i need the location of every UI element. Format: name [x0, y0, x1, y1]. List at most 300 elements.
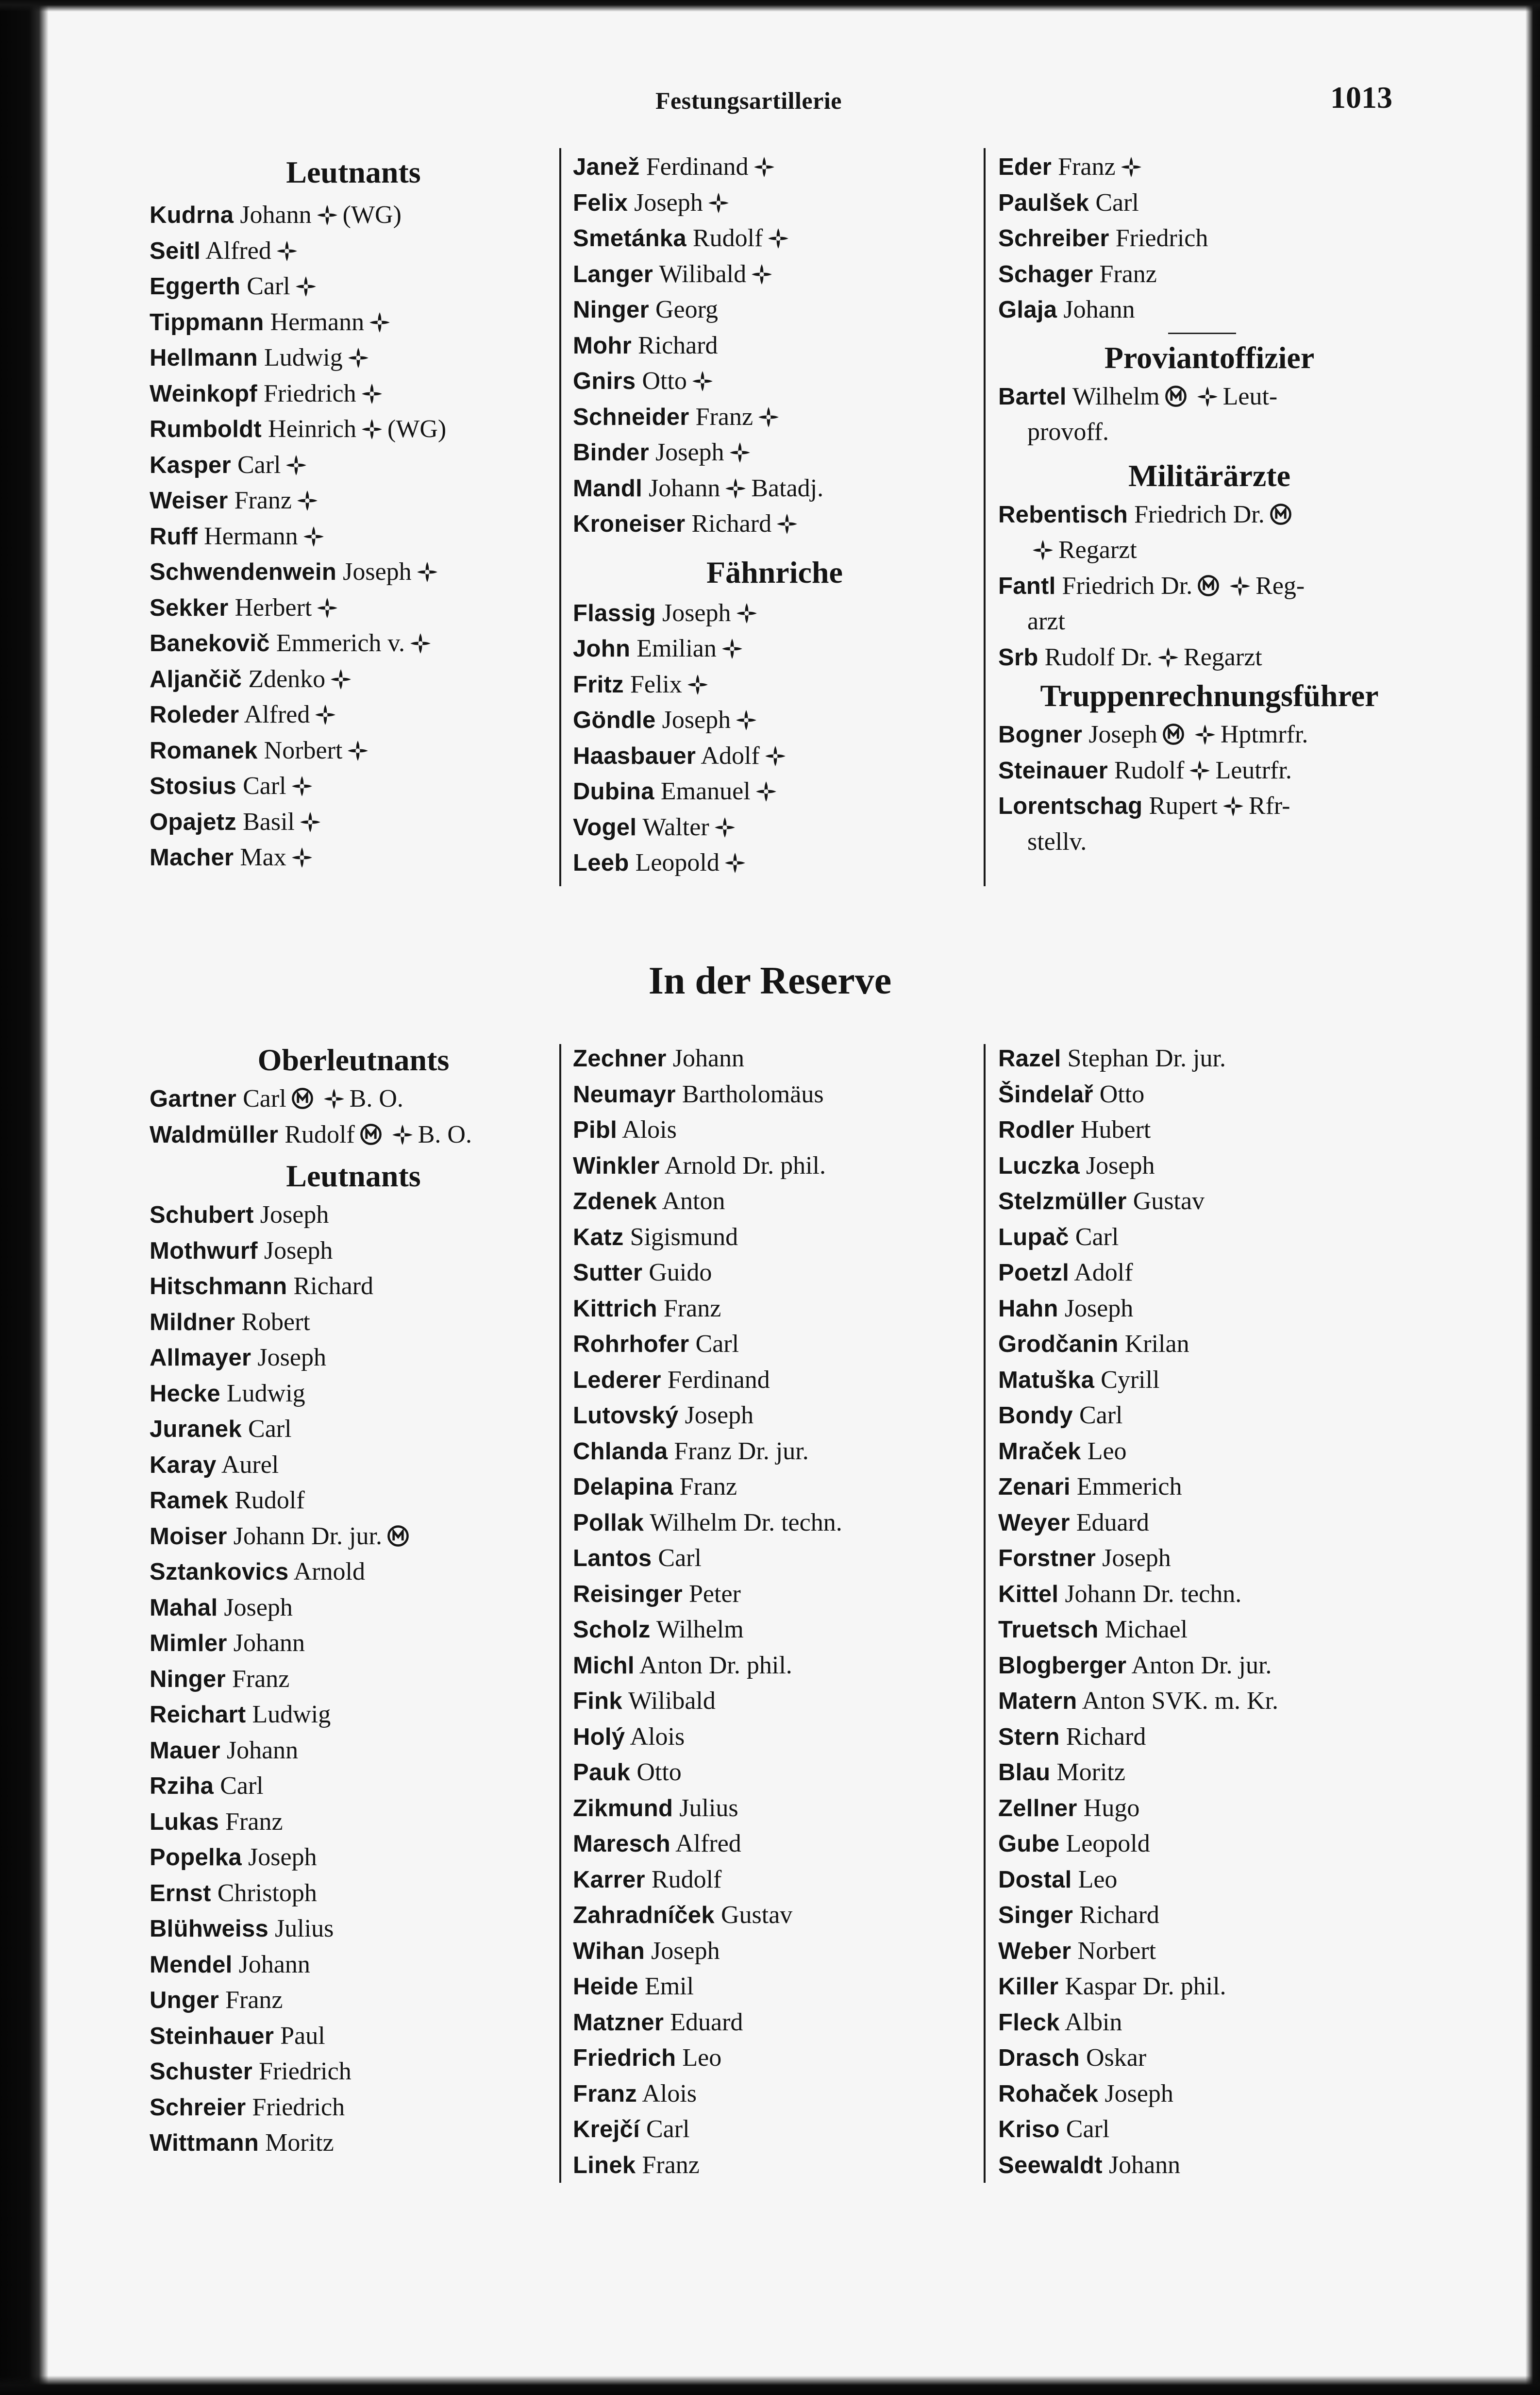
list-item — [998, 379, 1421, 450]
given-name: Franz — [636, 2151, 700, 2179]
list-item — [150, 1411, 557, 1447]
list-item — [998, 2111, 1421, 2147]
surname: Macher — [150, 844, 234, 871]
list-item — [998, 149, 1421, 185]
given-name: Carl — [640, 2115, 690, 2143]
given-name: Otto — [1093, 1080, 1145, 1108]
circled-m-medal-icon — [1270, 503, 1292, 525]
list-item — [573, 399, 981, 435]
cross-pattee-icon — [291, 776, 313, 797]
surname: Luczka — [998, 1152, 1080, 1179]
given-name: Joseph — [655, 706, 731, 734]
surname: Stosius — [150, 773, 237, 799]
list-item — [998, 1719, 1421, 1755]
list-item — [150, 304, 557, 340]
given-name: Johann Dr. techn. — [1058, 1580, 1242, 1608]
list-item — [150, 1304, 557, 1340]
given-name: Joseph — [257, 1236, 333, 1265]
list-item — [573, 774, 981, 810]
cross-pattee-icon — [755, 781, 777, 802]
surname: Hitschmann — [150, 1273, 287, 1299]
surname: Sztankovics — [150, 1559, 289, 1585]
cross-pattee-icon — [297, 490, 318, 511]
cross-pattee-icon — [315, 704, 336, 725]
list-item — [150, 2018, 557, 2054]
surname: Rodler — [998, 1117, 1074, 1143]
cross-pattee-icon — [714, 817, 736, 838]
column-divider — [559, 1044, 561, 2183]
surname: Dostal — [998, 1866, 1072, 1893]
list-item — [150, 269, 557, 304]
list-item — [998, 1398, 1421, 1434]
surname: Lederer — [573, 1366, 661, 1393]
given-name: Carl — [689, 1330, 739, 1358]
cross-pattee-icon — [417, 561, 438, 583]
column-divider — [984, 1044, 986, 2183]
given-name: Rudolf Dr. — [1038, 643, 1153, 671]
surname: Göndle — [573, 707, 656, 733]
surname: Mohr — [573, 332, 632, 359]
given-name: Wilhelm Dr. techn. — [644, 1508, 842, 1536]
given-name: Walter — [636, 813, 709, 841]
surname: Schwendenwein — [150, 559, 337, 585]
given-name: Julius — [268, 1915, 334, 1942]
list-item — [998, 640, 1421, 675]
surname: Opajetz — [150, 809, 237, 835]
reserve-col2 — [573, 1041, 981, 2183]
list-item — [998, 1969, 1421, 2005]
list-item — [998, 1112, 1421, 1148]
surname: Seitl — [150, 237, 201, 264]
circled-m-medal-icon — [1162, 723, 1185, 745]
surname: Matern — [998, 1688, 1077, 1714]
cross-pattee-icon — [765, 745, 786, 767]
surname: Schreiber — [998, 225, 1109, 252]
surname: Ruff — [150, 523, 198, 550]
list-item — [573, 1326, 981, 1362]
list-item — [150, 1518, 557, 1554]
list-item — [150, 768, 557, 804]
surname: Reisinger — [573, 1581, 683, 1607]
list-item — [150, 1625, 557, 1661]
cross-pattee-icon — [369, 312, 390, 333]
given-name: Richard — [287, 1272, 374, 1300]
list-item — [150, 1697, 557, 1733]
given-name: Ferdinand — [639, 153, 749, 181]
surname: Ernst — [150, 1880, 211, 1906]
list-item — [150, 376, 557, 412]
given-name: Hubert — [1074, 1116, 1151, 1144]
given-name: Carl — [236, 772, 286, 800]
given-name: Alfred — [200, 236, 271, 265]
given-name: Norbert — [257, 736, 343, 764]
surname: Fink — [573, 1688, 622, 1714]
surname: Gube — [998, 1831, 1060, 1857]
list-item — [573, 471, 981, 506]
given-name: Franz — [657, 1294, 721, 1322]
given-name: Joseph — [655, 599, 731, 627]
surname: Zenari — [998, 1474, 1071, 1500]
cross-pattee-icon — [708, 192, 729, 214]
list-item — [573, 1862, 981, 1898]
surname: Lorentschag — [998, 793, 1143, 819]
list-item — [573, 2040, 981, 2076]
surname: Blühweiss — [150, 1916, 269, 1942]
entry-list — [150, 1081, 557, 1152]
annotation-continued: stellv. — [1027, 827, 1087, 856]
given-name: Wilhelm — [1066, 382, 1160, 410]
surname: Bogner — [998, 722, 1083, 748]
annotation-continued: Regarzt — [1058, 536, 1137, 564]
entry-list — [150, 197, 557, 876]
surname: Romanek — [150, 737, 258, 764]
list-item — [573, 810, 981, 845]
list-item — [573, 1434, 981, 1469]
list-item — [573, 595, 981, 631]
surname: Mothwurf — [150, 1237, 258, 1264]
list-item — [573, 1612, 981, 1648]
surname: Katz — [573, 1224, 624, 1250]
annotation: Leutrfr. — [1215, 756, 1292, 784]
given-name: Alfred — [670, 1830, 741, 1857]
given-name: Friedrich — [1109, 224, 1208, 252]
list-item — [150, 804, 557, 840]
surname: Gnirs — [573, 368, 636, 394]
surname: Fantl — [998, 573, 1056, 599]
surname: Kittrich — [573, 1295, 657, 1322]
list-item — [998, 788, 1421, 860]
given-name: Ludwig — [246, 1701, 331, 1728]
annotation: Batadj. — [751, 474, 824, 502]
given-name: Franz — [1093, 260, 1157, 288]
given-name: Alois — [637, 2079, 697, 2108]
list-item — [150, 1081, 557, 1117]
list-item — [573, 1576, 981, 1612]
given-name: Wilibald — [653, 260, 747, 288]
list-item — [573, 1291, 981, 1327]
given-name: Friedrich — [257, 379, 356, 407]
surname: Sekker — [150, 594, 229, 621]
column-divider — [984, 148, 986, 886]
heading-leutnants: Leutnants — [286, 155, 421, 189]
list-item — [998, 1326, 1421, 1362]
list-item — [998, 1469, 1421, 1505]
surname: Ninger — [573, 297, 649, 323]
list-item — [573, 1505, 981, 1541]
list-item — [573, 292, 981, 328]
given-name: Zdenko — [242, 665, 326, 693]
list-item — [573, 631, 981, 667]
given-name: Hugo — [1077, 1794, 1140, 1822]
surname: Linek — [573, 2152, 636, 2178]
given-name: Franz Dr. jur. — [668, 1437, 809, 1465]
list-item — [150, 1483, 557, 1518]
cross-pattee-icon — [758, 406, 779, 428]
given-name: Julius — [673, 1794, 738, 1822]
surname: Grodčanin — [998, 1331, 1119, 1357]
short-rule — [1168, 333, 1236, 334]
list-item — [150, 554, 557, 590]
cross-pattee-icon — [692, 371, 713, 392]
entry-list — [573, 1041, 981, 2183]
surname: Lantos — [573, 1545, 652, 1571]
given-name: Gustav — [1126, 1187, 1205, 1215]
heading-oberleutnants: Oberleutnants — [257, 1043, 450, 1077]
surname: Weyer — [998, 1509, 1070, 1536]
cross-pattee-icon — [1189, 760, 1210, 781]
list-item — [998, 1897, 1421, 1933]
given-name: Leo — [1081, 1437, 1127, 1465]
surname: Weinkopf — [150, 380, 257, 407]
given-name: Joseph — [218, 1593, 293, 1621]
surname: Drasch — [998, 2045, 1080, 2071]
list-item — [150, 340, 557, 376]
list-item — [150, 590, 557, 626]
surname: Winkler — [573, 1152, 660, 1179]
given-name: Stephan Dr. jur. — [1061, 1045, 1226, 1072]
annotation: Regarzt — [1184, 643, 1262, 671]
given-name: Michael — [1098, 1616, 1188, 1643]
annotation: B. O. — [349, 1085, 403, 1113]
given-name: Emmerich — [1070, 1473, 1182, 1501]
given-name: Franz — [1052, 153, 1116, 181]
list-item — [998, 753, 1421, 789]
circled-m-medal-icon — [1197, 574, 1220, 597]
given-name: Carl — [242, 1415, 292, 1443]
list-item — [150, 1875, 557, 1911]
list-item — [998, 1754, 1421, 1790]
surname: Bondy — [998, 1402, 1073, 1429]
surname: Zahradníček — [573, 1902, 715, 1928]
given-name: Carl — [231, 451, 281, 479]
list-item — [150, 1447, 557, 1483]
list-item — [998, 1576, 1421, 1612]
given-name: Gustav — [714, 1901, 793, 1929]
surname: Lukas — [150, 1808, 219, 1835]
given-name: Carl — [240, 272, 290, 300]
list-item — [998, 1505, 1421, 1541]
given-name: Rupert — [1142, 792, 1218, 820]
list-item — [150, 697, 557, 733]
given-name: Ludwig — [220, 1379, 305, 1407]
surname: Sutter — [573, 1260, 643, 1286]
surname: Schreier — [150, 2094, 246, 2121]
surname: Janež — [573, 154, 640, 180]
surname: Hecke — [150, 1380, 220, 1407]
given-name: Friedrich — [252, 2058, 352, 2085]
surname: Mildner — [150, 1309, 235, 1335]
circled-m-medal-icon — [387, 1525, 409, 1547]
given-name: Joseph — [251, 1344, 326, 1371]
surname: Wittmann — [150, 2130, 259, 2156]
surname: Rohrhofer — [573, 1331, 689, 1357]
list-item — [573, 1790, 981, 1826]
list-item — [150, 733, 557, 769]
annotation: Reg- — [1255, 572, 1305, 600]
surname: Kriso — [998, 2116, 1060, 2142]
given-name: Joseph — [242, 1843, 317, 1871]
surname: Zdenek — [573, 1188, 657, 1214]
list-item — [150, 1768, 557, 1804]
given-name: Georg — [649, 296, 718, 323]
annotation-continued: provoff. — [1027, 418, 1109, 446]
list-item — [150, 1661, 557, 1697]
surname: Flassig — [573, 600, 656, 626]
given-name: Anton — [657, 1187, 725, 1215]
list-item — [998, 1826, 1421, 1862]
given-name: Anton Dr. jur. — [1126, 1651, 1272, 1679]
given-name: Johann — [232, 1950, 310, 1978]
given-name: Hermann — [264, 308, 365, 336]
given-name: Carl — [1069, 1223, 1119, 1251]
given-name: Johann — [220, 1736, 299, 1764]
list-item — [150, 1197, 557, 1233]
surname: Tippmann — [150, 309, 264, 336]
list-item — [573, 220, 981, 256]
list-item — [998, 1862, 1421, 1898]
list-item — [150, 625, 557, 661]
list-item — [573, 1362, 981, 1398]
surname: Killer — [998, 1973, 1059, 2000]
given-name: Joseph — [649, 439, 724, 466]
given-name: Bartholomäus — [675, 1080, 824, 1108]
list-item — [998, 1255, 1421, 1291]
given-name: Kaspar Dr. phil. — [1058, 1973, 1226, 2000]
surname: Eggerth — [150, 273, 241, 300]
list-item — [573, 1540, 981, 1576]
surname: Mraček — [998, 1438, 1081, 1465]
given-name: Emmerich v. — [269, 629, 405, 657]
circled-m-medal-icon — [1165, 385, 1187, 407]
list-item — [150, 1340, 557, 1376]
surname: Waldmüller — [150, 1121, 279, 1148]
cross-pattee-icon — [347, 740, 368, 761]
surname: Banekovič — [150, 630, 270, 657]
section-title-reserve: In der Reserve — [648, 960, 892, 1002]
surname: Mendel — [150, 1951, 233, 1978]
given-name: Emanuel — [654, 777, 751, 805]
reserve-col3 — [998, 1041, 1421, 2183]
surname: Wihan — [573, 1938, 645, 1964]
surname: Felix — [573, 189, 628, 216]
cross-pattee-icon — [410, 633, 431, 654]
given-name: Johann — [1057, 296, 1135, 323]
top-col3 — [998, 149, 1421, 860]
given-name: Oskar — [1079, 2044, 1147, 2072]
surname: Reichart — [150, 1702, 246, 1728]
given-name: Peter — [683, 1580, 741, 1608]
surname: Weber — [998, 1938, 1071, 1964]
given-name: Joseph — [1096, 1544, 1171, 1572]
surname: Gartner — [150, 1086, 237, 1112]
list-item — [573, 667, 981, 703]
surname: Matuška — [998, 1366, 1095, 1393]
given-name: Leopold — [1059, 1830, 1150, 1857]
given-name: Joseph — [1079, 1151, 1155, 1180]
given-name: Ludwig — [257, 344, 343, 371]
entry-list — [573, 149, 981, 542]
annotation: (WG) — [342, 201, 402, 229]
list-item — [998, 717, 1421, 753]
list-item — [573, 2005, 981, 2041]
surname: Juranek — [150, 1416, 242, 1442]
list-item — [150, 2054, 557, 2090]
given-name: Leo — [1071, 1865, 1118, 1893]
given-name: Adolf — [1069, 1259, 1133, 1286]
surname: Eder — [998, 154, 1052, 180]
surname: Haasbauer — [573, 742, 696, 769]
surname: Rebentisch — [998, 501, 1128, 528]
given-name: Basil — [236, 808, 295, 836]
given-name: Christoph — [211, 1879, 317, 1907]
entry-list — [998, 379, 1421, 450]
cross-pattee-icon — [687, 674, 708, 695]
cross-pattee-icon — [751, 264, 772, 285]
surname: Maresch — [573, 1831, 670, 1857]
surname: Heide — [573, 1973, 638, 2000]
given-name: Albin — [1059, 2008, 1122, 2036]
surname: Schuster — [150, 2058, 253, 2085]
list-item — [998, 1183, 1421, 1219]
surname: Blau — [998, 1759, 1051, 1786]
list-item — [150, 1982, 557, 2018]
list-item — [150, 519, 557, 555]
given-name: Emilian — [630, 635, 717, 662]
given-name: Joseph — [1058, 1294, 1134, 1322]
given-name: Herbert — [228, 593, 312, 622]
given-name: Friedrich — [246, 2093, 345, 2121]
circled-m-medal-icon — [360, 1123, 382, 1146]
heading-proviantoffizier: Proviantoffizier — [1104, 340, 1315, 375]
given-name: Rudolf — [686, 224, 763, 252]
list-item — [573, 1933, 981, 1969]
surname: Lupač — [998, 1224, 1069, 1250]
surname: Neumayr — [573, 1081, 676, 1108]
list-item — [998, 1790, 1421, 1826]
surname: Steinhauer — [150, 2023, 274, 2049]
given-name: Rudolf — [278, 1120, 355, 1148]
cross-pattee-icon — [729, 442, 751, 463]
list-item — [573, 702, 981, 738]
cross-pattee-icon — [1222, 795, 1244, 817]
surname: Stern — [998, 1723, 1060, 1750]
surname: Paulšek — [998, 189, 1089, 216]
given-name: Alois — [625, 1722, 685, 1751]
list-item — [150, 1839, 557, 1875]
given-name: Joseph — [336, 558, 412, 586]
list-item — [150, 1233, 557, 1269]
surname: Langer — [573, 261, 653, 287]
surname: Bartel — [998, 383, 1067, 410]
given-name: Richard — [631, 331, 718, 359]
list-item — [998, 1148, 1421, 1184]
cross-pattee-icon — [736, 709, 757, 731]
surname: John — [573, 636, 631, 662]
surname: Zellner — [998, 1795, 1077, 1822]
list-item — [998, 1434, 1421, 1469]
given-name: Moritz — [259, 2129, 334, 2157]
given-name: Richard — [1073, 1901, 1159, 1929]
list-item — [573, 1077, 981, 1113]
top-col2 — [573, 149, 981, 881]
list-item — [573, 149, 981, 185]
list-item — [150, 1268, 557, 1304]
cross-pattee-icon — [724, 852, 746, 874]
cross-pattee-icon — [291, 847, 313, 868]
given-name: Joseph — [253, 1201, 329, 1229]
given-name: Norbert — [1071, 1937, 1156, 1965]
list-item — [573, 506, 981, 542]
